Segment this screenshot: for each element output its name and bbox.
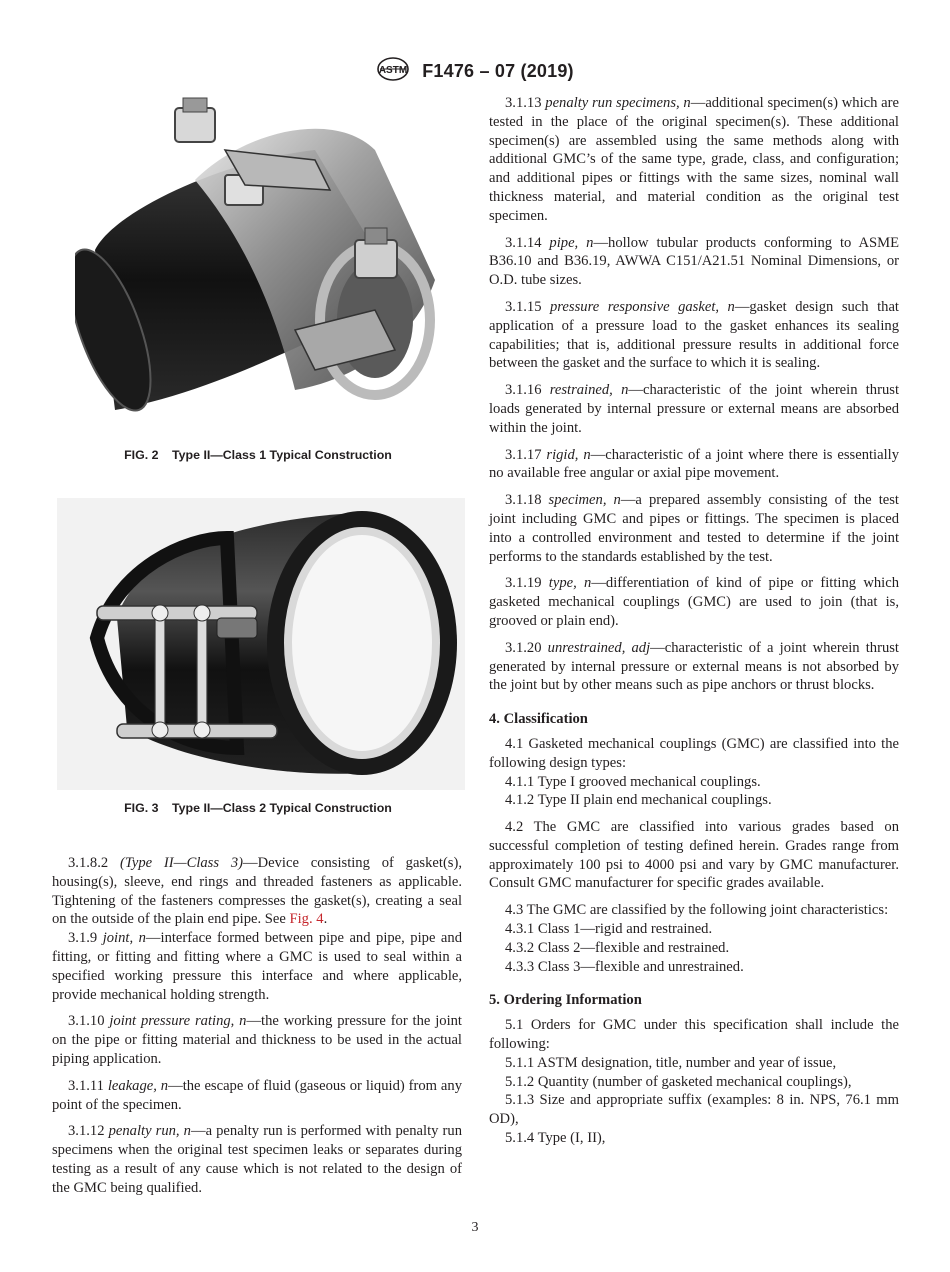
para-text: . bbox=[323, 911, 328, 928]
para-3-1-16 bbox=[489, 381, 899, 437]
para-text: —interface formed between pipe and pipe, pipe and fitting, or fitting and fitting where a GMC is used to seal within a specified working pressure this interface and where applicable, provide mechanical holding strength. bbox=[52, 930, 462, 1003]
para-3-1-9 bbox=[52, 929, 462, 1004]
para-3-1-15 bbox=[489, 298, 899, 373]
term: rigid, n bbox=[546, 446, 591, 463]
para-number: 3.1.14 bbox=[505, 234, 542, 251]
para-3-1-14 bbox=[489, 234, 899, 290]
para-5-1-3: 5.1.3 Size and appropriate suffix (examples: 8 in. NPS, 76.1 mm OD), bbox=[489, 1092, 899, 1128]
fig3-title: Type II—Class 2 Typical Construction bbox=[172, 801, 392, 815]
para-text: —characteristic of a joint wherein thrust generated by internal pressure or external means is not absorbed by the joint but by other means such as pipe anchors or thrust blocks. bbox=[489, 639, 899, 694]
para-number: 3.1.10 bbox=[68, 1013, 105, 1030]
para-number: 3.1.13 bbox=[505, 95, 542, 111]
term: pipe, n bbox=[549, 234, 594, 251]
term: joint pressure rating, n bbox=[109, 1013, 247, 1030]
fig3-image bbox=[57, 498, 465, 790]
term: specimen, n bbox=[548, 492, 621, 509]
para-4-1-2: 4.1.2 Type II plain end mechanical couplings. bbox=[505, 792, 772, 809]
para-5-1: 5.1 Orders for GMC under this specification shall include the following: bbox=[489, 1017, 899, 1053]
para-text: —characteristic of the joint wherein thrust loads generated by internal pressure or external means are absorbed within the joint. bbox=[489, 382, 899, 436]
svg-text:ASTM: ASTM bbox=[379, 65, 408, 76]
fig2-image bbox=[75, 90, 450, 430]
section-4-heading: 4. Classification bbox=[489, 711, 588, 728]
para-5-1-4: 5.1.4 Type (I, II), bbox=[505, 1130, 606, 1147]
page-header bbox=[0, 56, 950, 87]
para-5-1-1: 5.1.1 ASTM designation, title, number and year of issue, bbox=[505, 1054, 837, 1071]
para-3-1-10 bbox=[52, 1012, 462, 1068]
para-3-1-12 bbox=[52, 1122, 462, 1197]
term: penalty run specimens, n bbox=[545, 95, 691, 111]
term: joint, n bbox=[102, 930, 146, 947]
para-4-1: 4.1 Gasketed mechanical couplings (GMC) are classified into the following design types: bbox=[489, 735, 899, 771]
term: restrained, n bbox=[549, 382, 629, 399]
para-4-3-2: 4.3.2 Class 2—flexible and restrained. bbox=[505, 939, 730, 956]
para-number: 3.1.15 bbox=[505, 298, 542, 315]
fig4-link[interactable]: Fig. 4 bbox=[289, 911, 324, 928]
para-number: 3.1.9 bbox=[68, 930, 98, 947]
term: pressure responsive gasket, n bbox=[550, 298, 735, 315]
para-4-1-1: 4.1.1 Type I grooved mechanical couplings. bbox=[505, 773, 761, 790]
fig2-caption bbox=[52, 448, 464, 462]
para-text: —hollow tubular products conforming to ASME B36.10 and B36.19, AWWA C151/A21.51 Nominal Dimensions, or O.D. tube sizes. bbox=[489, 234, 899, 289]
para-text: —characteristic of a joint where there is essentially no available free angular or axial pipe movement. bbox=[489, 446, 899, 482]
para-3-1-19 bbox=[489, 574, 899, 630]
fig2-number: FIG. 2 bbox=[124, 448, 159, 462]
para-text: —additional specimen(s) which are tested in the place of the original specimen(s). These additional specimen(s) are assembled using the same methods along with additional GMC’s of the same type, grade, class, and configuration; and additional pipes or fittings with the same sizes, nominal wall thickness material, and material condition as the original test specimen. bbox=[489, 95, 899, 224]
para-text: —differentiation of kind of pipe or fitting which gasketed mechanical couplings (GMC) are used to join (that is, grooved or plain end). bbox=[489, 575, 899, 629]
para-3-1-11 bbox=[52, 1077, 462, 1115]
para-text: —Device consisting of gasket(s), housing(s), sleeve, end rings and threaded fasteners as applicable. Tightening of the fasteners compresses the gasket(s), creating a seal on the outside of the plain end pipe. See bbox=[52, 855, 462, 928]
para-4-3-3: 4.3.3 Class 3—flexible and unrestrained. bbox=[505, 958, 744, 975]
fig3-number: FIG. 3 bbox=[124, 801, 159, 815]
fig3-caption bbox=[52, 801, 464, 815]
para-3-1-17 bbox=[489, 446, 899, 484]
para-4-3: 4.3 The GMC are classified by the following joint characteristics: bbox=[505, 902, 889, 919]
para-text: —the working pressure for the joint on the pipe or fitting material and thickness to be used in the actual piping application. bbox=[52, 1013, 462, 1067]
para-3-1-13 bbox=[489, 94, 899, 226]
fig2-title: Type II—Class 1 Typical Construction bbox=[172, 448, 392, 462]
term: (Type II—Class 3) bbox=[119, 855, 243, 871]
para-number: 3.1.16 bbox=[505, 382, 542, 399]
para-text: —gasket design such that application of a pressure load to the gasket enhances its sealing capabilities; that is, additional pressure results in additional force between the gasket and the surface to which it is sealing. bbox=[489, 298, 899, 372]
para-number: 3.1.20 bbox=[505, 639, 542, 656]
para-number: 3.1.12 bbox=[68, 1123, 105, 1140]
para-text: —the escape of fluid (gaseous or liquid) from any point of the specimen. bbox=[52, 1077, 462, 1113]
term: penalty run, n bbox=[108, 1123, 191, 1140]
para-number: 3.1.18 bbox=[505, 492, 542, 509]
term: unrestrained, adj bbox=[547, 639, 651, 656]
left-column bbox=[52, 854, 462, 1198]
page-number: 3 bbox=[471, 1220, 479, 1235]
para-text: —a prepared assembly consisting of the test joint including GMC and pipes or fittings. The specimen is placed into a controlled environment and tested to determine if the joint performs to the standards established by the test. bbox=[489, 492, 899, 565]
section-5-heading: 5. Ordering Information bbox=[489, 992, 642, 1009]
para-4-3-1: 4.3.1 Class 1—rigid and restrained. bbox=[505, 921, 713, 938]
para-4-2: 4.2 The GMC are classified into various grades based on successful completion of testing defined herein. Grades range from approximately 100 psi to 4000 psi and vary by GMC manufacturer. Consult GMC manufacturer for specific grades available. bbox=[489, 819, 899, 892]
para-number: 3.1.17 bbox=[505, 446, 542, 463]
para-text: —a penalty run is performed with penalty run specimens when the original test specimen leaks or separates during testing as a result of any cause which is not related to the design of the GMC being qualified. bbox=[52, 1123, 462, 1196]
para-5-1-2: 5.1.2 Quantity (number of gasketed mechanical couplings), bbox=[505, 1073, 852, 1090]
para-3-1-18 bbox=[489, 491, 899, 566]
document-designation: F1476 – 07 (2019) bbox=[422, 61, 574, 81]
astm-logo-icon bbox=[376, 56, 410, 87]
right-column bbox=[489, 94, 899, 1148]
para-number: 3.1.19 bbox=[505, 575, 542, 592]
para-number: 3.1.11 bbox=[68, 1077, 104, 1094]
para-number: 3.1.8.2 bbox=[68, 855, 109, 871]
term: leakage, n bbox=[107, 1077, 169, 1094]
para-3-1-8-2 bbox=[52, 854, 462, 929]
term: type, n bbox=[548, 575, 592, 592]
para-3-1-20 bbox=[489, 639, 899, 695]
